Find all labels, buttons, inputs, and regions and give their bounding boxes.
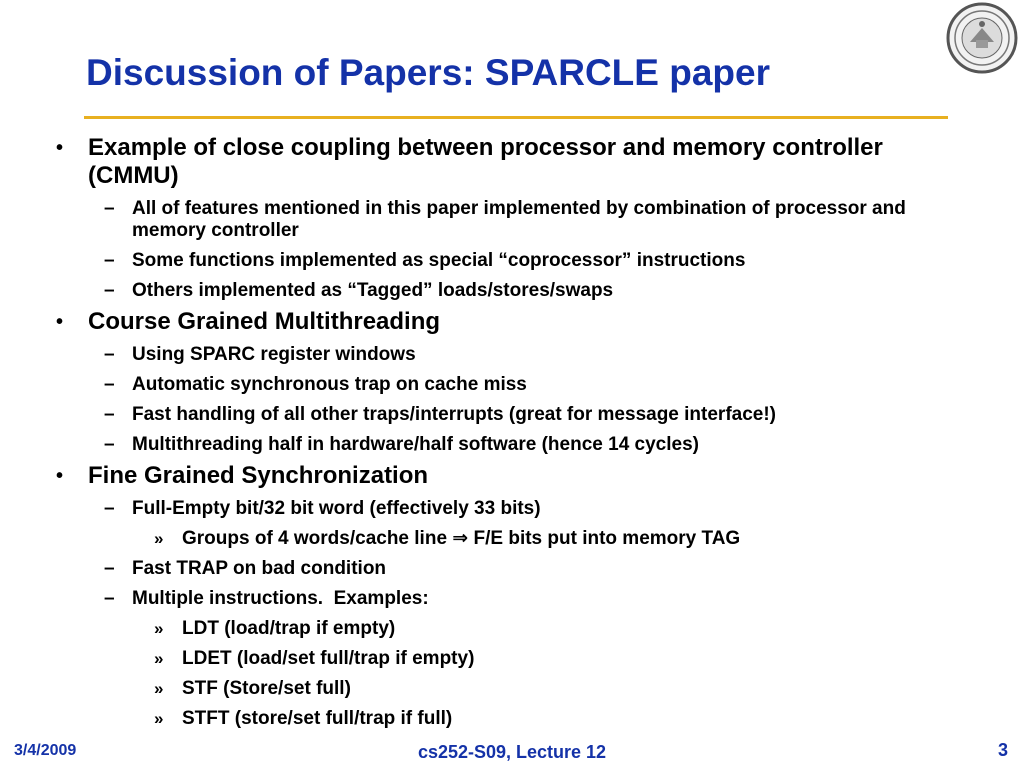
dash-marker: – [104, 404, 115, 425]
chevron-marker: » [154, 649, 164, 668]
bullet-text: Fine Grained Synchronization [88, 462, 429, 489]
dash-marker: – [104, 498, 115, 519]
dash-marker: – [104, 250, 115, 271]
bullet-text: Example of close coupling between processor and memory controller (CMMU) [88, 134, 883, 189]
university-seal-icon [946, 2, 1018, 74]
sub-bullet [104, 404, 922, 426]
sub-sub-bullet [154, 618, 922, 640]
sub-bullet-text: Full-Empty bit/32 bit word (effectively 33 bits) [132, 498, 541, 519]
bullet-cmmu [56, 134, 918, 190]
sub-bullet-text: Fast TRAP on bad condition [132, 558, 387, 579]
slide-body [0, 134, 1024, 730]
sub-bullet [104, 498, 922, 520]
sub-sub-bullet-text: Groups of 4 words/cache line [182, 528, 448, 549]
slide-number: 3 [997, 740, 1008, 760]
bullet-fine-synchronization [56, 462, 918, 490]
slide-title: Discussion of Papers: SPARCLE paper [86, 52, 770, 93]
sub-bullet [104, 344, 922, 366]
sub-bullet [104, 198, 922, 242]
sub-bullet [104, 588, 922, 610]
sub-bullet [104, 434, 922, 456]
sub-bullet-text: Some functions implemented as special “coprocessor” instructions [132, 250, 746, 271]
dash-marker: – [104, 344, 115, 365]
sub-sub-bullet [154, 648, 922, 670]
sub-bullet [104, 280, 922, 302]
dash-marker: – [104, 558, 115, 579]
chevron-marker: » [154, 529, 164, 548]
bullet-marker: • [56, 311, 64, 333]
sub-bullet-text: Fast handling of all other traps/interrupts (great for message interface!) [132, 404, 777, 425]
bullet-marker: • [56, 137, 64, 159]
bullet-marker: • [56, 465, 64, 487]
sub-sub-bullet [154, 708, 922, 730]
sub-bullet-text: Multithreading half in hardware/half software (hence 14 cycles) [132, 434, 699, 455]
dash-marker: – [104, 434, 115, 455]
sub-bullet-text: Using SPARC register windows [132, 344, 416, 365]
chevron-marker: » [154, 709, 164, 728]
sub-sub-bullet-text: LDT (load/trap if empty) [182, 618, 396, 639]
bullet-text: Course Grained Multithreading [88, 308, 441, 335]
bullet-coarse-multithreading [56, 308, 918, 336]
implies-arrow-icon: ⇒ [452, 528, 469, 549]
sub-bullet-text: Multiple instructions. Examples: [132, 588, 429, 609]
sub-bullet-text: Others implemented as “Tagged” loads/stores/swaps [132, 280, 614, 301]
footer-date: 3/4/2009 [14, 742, 77, 759]
sub-bullet-text: Automatic synchronous trap on cache miss [132, 374, 527, 395]
dash-marker: – [104, 280, 115, 301]
footer-course: cs252-S09, Lecture 12 [417, 742, 607, 762]
sub-bullet-text: All of features mentioned in this paper implemented by combination of processor and memory controller [132, 198, 906, 241]
chevron-marker: » [154, 619, 164, 638]
sub-sub-bullet [154, 528, 922, 550]
sub-bullet [104, 374, 922, 396]
sub-bullet [104, 558, 922, 580]
dash-marker: – [104, 374, 115, 395]
sub-sub-bullet-text: F/E bits put into memory TAG [473, 528, 741, 549]
chevron-marker: » [154, 679, 164, 698]
dash-marker: – [104, 588, 115, 609]
title-underline [84, 116, 948, 119]
dash-marker: – [104, 198, 115, 219]
sub-sub-bullet [154, 678, 922, 700]
sub-sub-bullet-text: STF (Store/set full) [182, 678, 351, 699]
sub-bullet [104, 250, 922, 272]
sub-sub-bullet-text: STFT (store/set full/trap if full) [182, 708, 453, 729]
sub-sub-bullet-text: LDET (load/set full/trap if empty) [182, 648, 475, 669]
